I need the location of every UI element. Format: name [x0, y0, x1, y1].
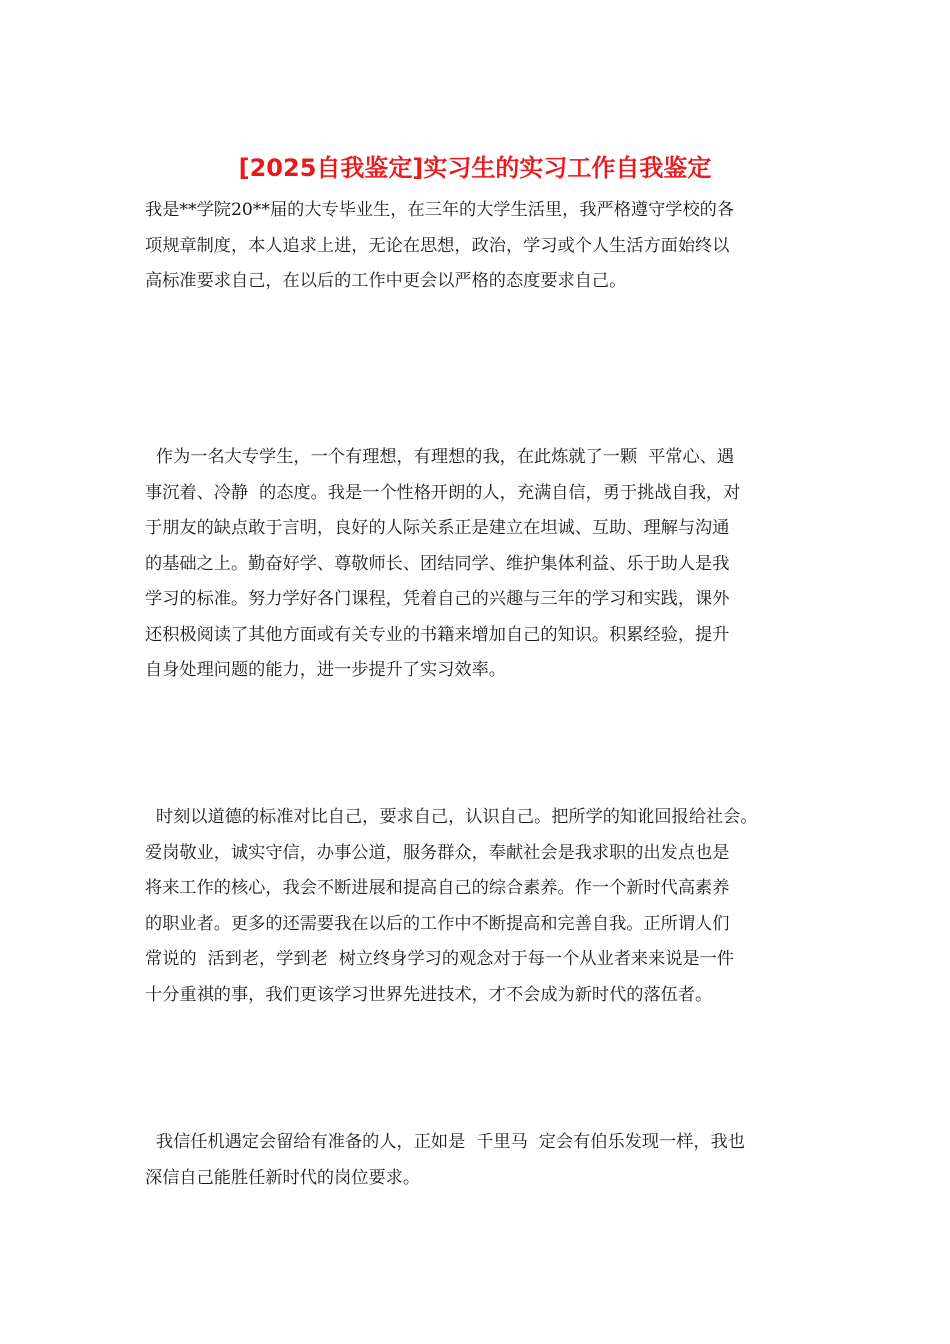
text-line: 作为一名大专学生，一个有理想，有理想的我，在此炼就了一颗 平常心、遇 — [145, 447, 735, 467]
text-line: 高标准要求自己，在以后的工作中更会以严格的态度要求自己。 — [145, 271, 627, 291]
paragraph-2 — [145, 440, 825, 689]
text-line: 事沉着、冷静 的态度。我是一个性格开朗的人，充满自信，勇于挑战自我，对 — [145, 482, 741, 503]
text-line: 还积极阅读了其他方面或有关专业的书籍来增加自己的知识。积累经验，提升 — [145, 624, 730, 645]
text-line: 我信任机遇定会留给有准备的人，正如是 千里马 定会有伯乐发现一样，我也 — [145, 1132, 745, 1152]
text-line: 于朋友的缺点敢于言明，良好的人际关系正是建立在坦诚、互助、理解与沟通 — [145, 518, 730, 538]
paragraph-3 — [145, 800, 825, 1013]
text-line: 常说的 活到老，学到老 树立终身学习的观念对于每一个从业者来来说是一件 — [145, 949, 735, 969]
document-title: [2025自我鉴定]实习生的实习工作自我鉴定 — [238, 154, 712, 182]
paragraph-1 — [145, 193, 825, 300]
text-line: 的基础之上。勤奋好学、尊敬师长、团结同学、维护集体利益、乐于助人是我 — [145, 553, 730, 574]
paragraph-4 — [145, 1125, 825, 1196]
text-line: 深信自己能胜任新时代的岗位要求。 — [145, 1167, 421, 1188]
text-line: 的职业者。更多的还需要我在以后的工作中不断提高和完善自我。正所谓人们 — [145, 913, 730, 934]
text-line: 十分重祺的事，我们更该学习世界先进技术，才不会成为新时代的落伍者。 — [145, 984, 713, 1005]
text-line: 我是**学院20**届的大专毕业生，在三年的大学生活里，我严格遵守学校的各 — [145, 200, 735, 220]
text-line: 将来工作的核心，我会不断进展和提高自己的综合素养。作一个新时代高素养 — [145, 878, 730, 898]
text-line: 学习的标准。努力学好各门课程，凭着自己的兴趣与三年的学习和实践，课外 — [145, 589, 730, 609]
text-line: 时刻以道德的标准对比自己，要求自己，认识自己。把所学的知讹回报给社会。 — [145, 807, 758, 827]
text-line: 自身处理问题的能力，进一步提升了实习效率。 — [145, 660, 506, 680]
text-line: 项规章制度，本人追求上进，无论在思想，政治，学习或个人生活方面始终以 — [145, 235, 730, 256]
text-line: 爱岗敬业，诚实守信，办事公道，服务群众，奉献社会是我求职的出发点也是 — [145, 842, 730, 863]
